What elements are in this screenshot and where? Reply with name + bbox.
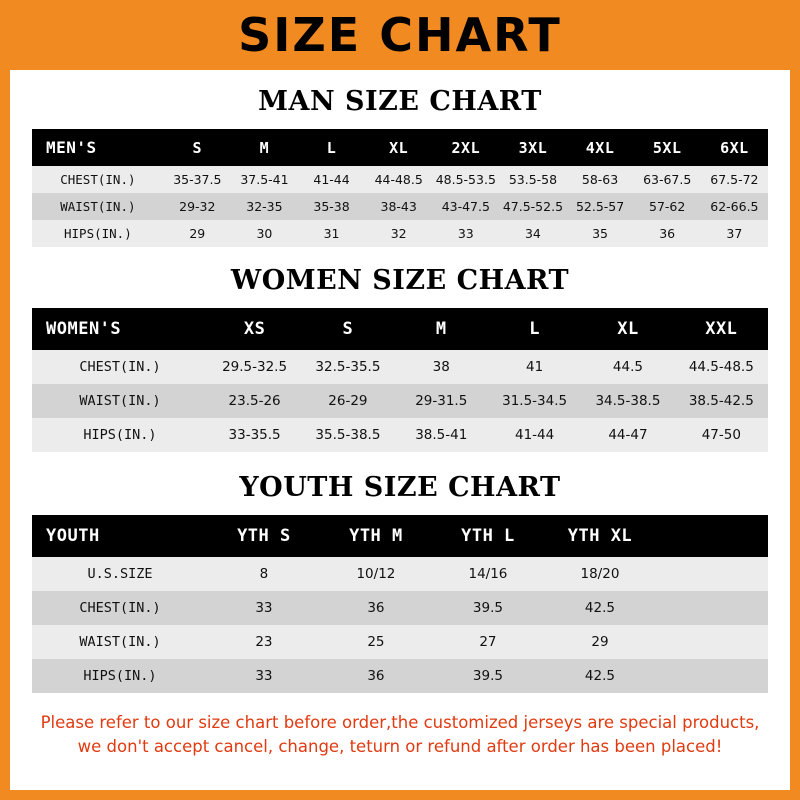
table-row [32,350,768,384]
table-row [32,625,768,659]
table-row [32,659,768,693]
table-header-cell: XS [243,319,266,339]
table-cell: 44.5-48.5 [688,359,754,375]
table-cell: 39.5 [472,600,503,616]
row-label: CHEST(IN.) [79,359,161,375]
table-cell: 41-44 [514,427,555,443]
table-header-cell: 3XL [518,138,548,157]
table-cell [656,557,768,591]
table-cell: 32 [390,226,407,241]
page-title: SIZE CHART [238,8,562,62]
table-row [32,418,768,452]
table-cell: 33-35.5 [228,427,281,443]
table-header-cell: 5XL [652,138,682,157]
women-size-table [32,308,768,452]
table-header-cell: S [342,319,354,339]
table-cell: 29-32 [179,199,216,214]
table-cell: 37.5-41 [240,172,289,187]
table-cell: 38-43 [380,199,417,214]
table-cell: 38.5-42.5 [688,393,754,409]
table-cell: 42.5 [584,668,615,684]
table-cell: 34.5-38.5 [595,393,661,409]
table-header-cell: 4XL [585,138,615,157]
table-cell: 23 [255,634,273,650]
table-cell: 41 [526,359,544,375]
table-cell: 32.5-35.5 [315,359,381,375]
table-cell: 18/20 [580,566,620,582]
table-cell: 14/16 [468,566,508,582]
table-cell: 35.5-38.5 [315,427,381,443]
table-row [32,384,768,418]
table-cell [656,591,768,625]
chart-content [10,86,790,759]
table-header-cell: YTH XL [567,526,633,546]
table-cell: 36 [659,226,676,241]
table-cell: 26-29 [328,393,368,409]
table-cell: 29.5-32.5 [222,359,288,375]
table-header-cell: XXL [705,319,738,339]
section-title-youth: YOUTH SIZE CHART [239,472,561,503]
row-label: HIPS(IN.) [64,226,132,241]
table-cell: 47-50 [701,427,741,443]
table-cell [656,625,768,659]
table-cell: 38 [432,359,450,375]
table-header-row [32,129,768,166]
table-cell: 27 [479,634,497,650]
table-cell: 33 [457,226,474,241]
table-cell: 33 [255,668,273,684]
table-cell: 53.5-58 [508,172,558,187]
table-cell: 35-37.5 [173,172,222,187]
row-label: WAIST(IN.) [79,393,161,409]
table-header-cell: XL [617,319,639,339]
table-header-cell [656,515,768,557]
table-cell: 67.5-72 [710,172,759,187]
table-header-cell: YTH L [461,526,515,546]
table-cell: 29-31.5 [415,393,468,409]
table-cell: 29 [189,226,206,241]
youth-size-table [32,515,768,693]
table-cell: 52.5-57 [575,199,625,214]
table-cell: 23.5-26 [228,393,281,409]
table-header-row [32,515,768,557]
table-cell: 10/12 [356,566,396,582]
table-cell: 31.5-34.5 [502,393,568,409]
table-row [32,557,768,591]
row-label: CHEST(IN.) [79,600,161,616]
table-cell: 62-66.5 [710,199,759,214]
table-cell: 36 [367,668,385,684]
table-cell: 31 [323,226,340,241]
table-row [32,591,768,625]
table-row [32,166,768,193]
row-label: HIPS(IN.) [83,668,157,684]
table-header-label: YOUTH [46,526,100,546]
table-header-cell: YTH M [349,526,403,546]
table-cell: 35 [592,226,609,241]
table-header-cell: M [259,138,270,157]
table-cell: 35-38 [313,199,350,214]
section-title-women: WOMEN SIZE CHART [230,265,570,296]
footer-note [32,711,768,759]
row-label: WAIST(IN.) [79,634,161,650]
table-cell: 44-48.5 [374,172,423,187]
table-header-cell: 6XL [720,138,749,157]
table-cell: 44.5 [612,359,643,375]
table-header-cell: YTH S [237,526,291,546]
table-cell: 8 [259,566,269,582]
table-row [32,220,768,247]
header-banner [0,0,800,70]
table-cell: 32-35 [246,199,283,214]
table-cell: 43-47.5 [441,199,490,214]
table-header-cell: S [192,138,203,157]
table-cell: 48.5-53.5 [435,172,496,187]
table-header-cell: XL [389,138,409,157]
table-row [32,193,768,220]
table-cell: 36 [367,600,385,616]
table-cell: 41-44 [313,172,350,187]
table-cell: 37 [726,226,743,241]
table-cell: 39.5 [472,668,503,684]
table-cell: 47.5-52.5 [502,199,564,214]
table-header-cell: L [326,138,337,157]
row-label: HIPS(IN.) [83,427,157,443]
table-cell: 44-47 [608,427,648,443]
man-size-table [32,129,768,247]
table-header-cell: 2XL [451,138,481,157]
row-label: CHEST(IN.) [60,172,136,187]
section-title-man: MAN SIZE CHART [258,86,542,117]
table-cell: 30 [256,226,273,241]
table-cell: 33 [255,600,273,616]
row-label: WAIST(IN.) [60,199,136,214]
table-cell: 25 [367,634,385,650]
table-cell: 63-67.5 [643,172,692,187]
table-header-label: WOMEN'S [46,319,122,339]
table-cell: 38.5-41 [415,427,468,443]
footer-note-line-2: we don't accept cancel, change, teturn or refund after order has been placed! [77,736,723,756]
table-header-cell: L [529,319,540,339]
row-label: U.S.SIZE [87,566,153,582]
table-cell: 42.5 [584,600,615,616]
footer-note-line-1: Please refer to our size chart before order,the customized jerseys are special products, [40,713,760,732]
table-header-cell: M [435,319,447,339]
table-header-label: MEN'S [46,138,97,157]
table-cell: 58-63 [581,172,619,187]
table-cell [656,659,768,693]
table-cell: 29 [591,634,609,650]
table-cell: 34 [524,226,541,241]
table-cell: 57-62 [649,199,686,214]
table-header-row [32,308,768,350]
